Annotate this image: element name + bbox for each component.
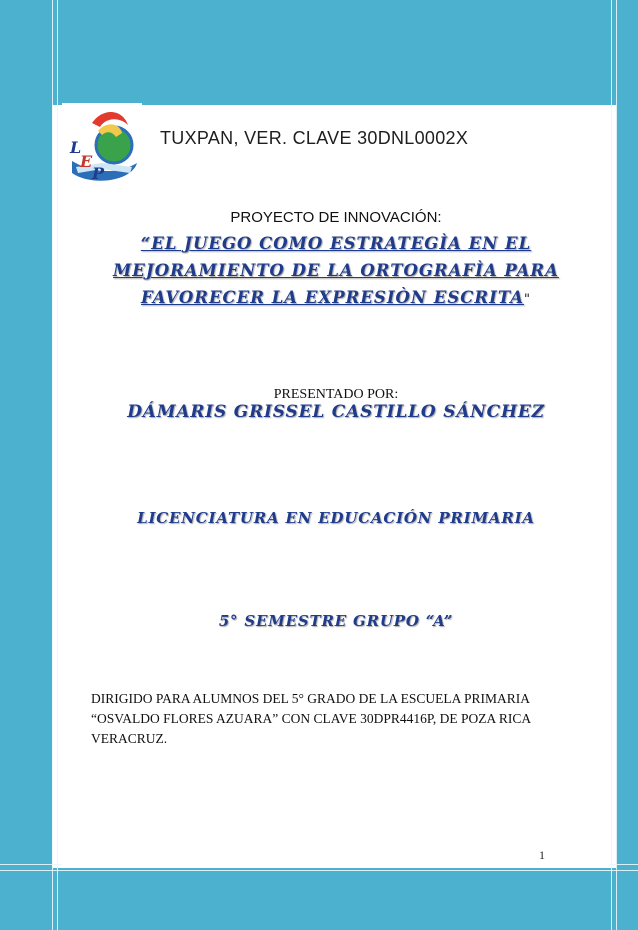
- frame-line-right: [611, 0, 612, 930]
- project-label: PROYECTO DE INNOVACIÓN:: [230, 209, 442, 226]
- directed-to-paragraph: DIRIGIDO PARA ALUMNOS DEL 5° GRADO DE LA ESCUELA PRIMARIA “OSVALDO FLORES AZUARA” CON CLAVE 30DPR4416P, DE POZA RICA VERACRUZ.: [91, 691, 531, 746]
- top-border-band: [0, 0, 638, 105]
- school-logo: [62, 103, 142, 193]
- author-name: DÁMARIS GRISSEL CASTILLO SÁNCHEZ: [127, 402, 545, 422]
- header-title: TUXPAN, VER. CLAVE 30DNL0002X: [160, 128, 469, 148]
- project-title-line-2: MEJORAMIENTO DE LA ORTOGRAFÌA PARA: [113, 261, 559, 280]
- project-title: [62, 230, 610, 313]
- logo-letter-l: L: [70, 138, 82, 157]
- degree-name: LICENCIATURA EN EDUCACIÓN PRIMARIA: [137, 509, 535, 527]
- page-number: 1: [539, 848, 545, 862]
- frame-line-bottom-inner: [0, 870, 638, 871]
- logo-letter-e: E: [80, 152, 93, 171]
- semester-group: 5° SEMESTRE GRUPO “A”: [218, 612, 454, 630]
- right-border-band: [616, 0, 638, 930]
- project-title-line-3: FAVORECER LA EXPRESIÒN ESCRITA: [141, 288, 524, 307]
- frame-line-left-inner: [57, 0, 58, 930]
- presenter-label: PRESENTADO POR:: [273, 387, 399, 402]
- frame-line-left: [52, 0, 53, 930]
- project-title-line-1: “EL JUEGO COMO ESTRATEGÌA EN EL: [140, 234, 532, 253]
- bottom-border-band: [0, 868, 638, 930]
- logo-letter-p: P: [92, 164, 105, 183]
- project-title-close-quote: ": [524, 292, 531, 307]
- left-border-band: [0, 0, 52, 930]
- frame-line-right-inner: [616, 0, 617, 930]
